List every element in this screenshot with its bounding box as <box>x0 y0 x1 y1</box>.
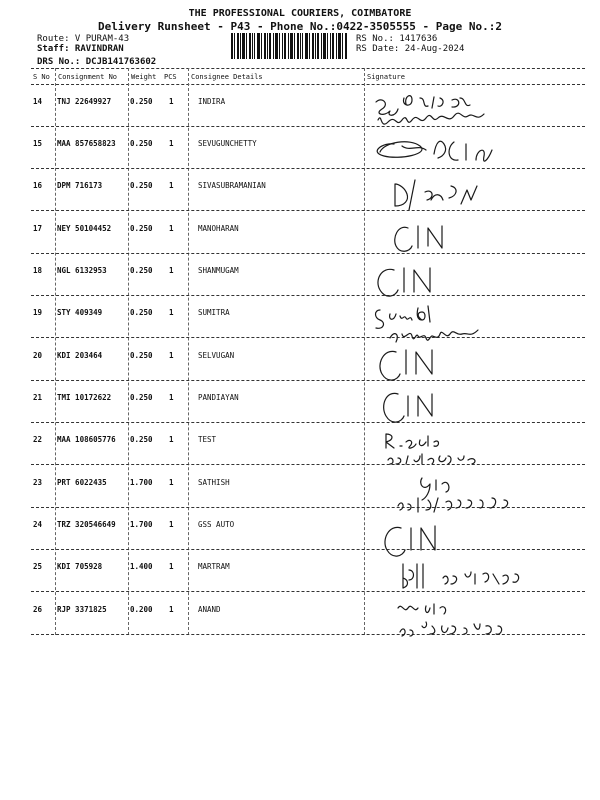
handwritten-signature <box>395 560 535 594</box>
col-header-pcs: PCS <box>164 73 177 81</box>
row-consignment: NEY 50104452 <box>57 224 112 233</box>
handwritten-signature <box>388 598 538 640</box>
row-consignee: GSS AUTO <box>198 520 235 529</box>
table-row <box>31 254 585 296</box>
row-rule <box>31 210 585 211</box>
handwritten-signature <box>375 518 445 560</box>
row-consignment: NGL 6132953 <box>57 266 107 275</box>
handwritten-signature <box>385 174 485 214</box>
handwritten-signature <box>388 470 538 516</box>
row-pcs: 1 <box>169 520 174 529</box>
row-consignment: KDI 705928 <box>57 562 103 571</box>
row-consignment: MAA 108605776 <box>57 435 116 444</box>
row-weight: 0.250 <box>130 97 153 106</box>
row-consignee: SATHISH <box>198 478 230 487</box>
row-pcs: 1 <box>169 224 174 233</box>
row-pcs: 1 <box>169 266 174 275</box>
row-weight: 0.250 <box>130 435 153 444</box>
row-sno: 25 <box>33 562 43 571</box>
company-title: THE PROFESSIONAL COURIERS, COIMBATORE <box>188 8 412 19</box>
row-weight: 1.700 <box>130 520 153 529</box>
row-consignment: MAA 857658823 <box>57 139 116 148</box>
row-weight: 0.250 <box>130 351 153 360</box>
rs-date: RS Date: 24-Aug-2024 <box>356 44 465 54</box>
row-consignee: MARTRAM <box>198 562 230 571</box>
route-label: Route: V PURAM-43 <box>37 34 130 44</box>
runsheet-subtitle: Delivery Runsheet - P43 - Phone No.:0422-3505555 - Page No.:2 <box>98 20 502 33</box>
row-consignment: STY 409349 <box>57 308 103 317</box>
table-row <box>31 381 585 423</box>
handwritten-signature <box>372 132 502 172</box>
handwritten-signature <box>374 384 444 428</box>
handwritten-signature <box>368 428 528 468</box>
row-weight: 1.700 <box>130 478 153 487</box>
col-header-consignee: Consignee Details <box>191 73 263 81</box>
row-sno: 18 <box>33 266 43 275</box>
row-pcs: 1 <box>169 562 174 571</box>
row-weight: 0.200 <box>130 605 153 614</box>
row-pcs: 1 <box>169 605 174 614</box>
col-header-signature: Signature <box>367 73 405 81</box>
row-consignment: DPM 716173 <box>57 181 103 190</box>
row-sno: 17 <box>33 224 43 233</box>
row-consignee: SEVUGUNCHETTY <box>198 139 257 148</box>
col-header-weight: Weight <box>131 73 157 81</box>
row-pcs: 1 <box>169 308 174 317</box>
row-sno: 26 <box>33 605 43 614</box>
row-consignee: MANOHARAN <box>198 224 239 233</box>
row-sno: 15 <box>33 139 43 148</box>
col-header-consignment: Consignment No <box>58 73 118 81</box>
row-sno: 23 <box>33 478 43 487</box>
handwritten-signature <box>370 300 510 348</box>
row-weight: 1.400 <box>130 562 153 571</box>
row-consignment: TRZ 320546649 <box>57 520 116 529</box>
row-pcs: 1 <box>169 478 174 487</box>
handwritten-signature <box>368 262 438 302</box>
table-row <box>31 212 585 254</box>
row-consignment: TNJ 22649927 <box>57 97 112 106</box>
row-consignment: PRT 6022435 <box>57 478 107 487</box>
row-consignee: PANDIAYAN <box>198 393 239 402</box>
row-pcs: 1 <box>169 435 174 444</box>
row-weight: 0.250 <box>130 139 153 148</box>
row-consignment: TMI 10172622 <box>57 393 112 402</box>
handwritten-signature <box>368 88 528 130</box>
row-sno: 20 <box>33 351 43 360</box>
row-weight: 0.250 <box>130 308 153 317</box>
row-consignee: SHANMUGAM <box>198 266 239 275</box>
drs-number: DRS No.: DCJB141763602 <box>37 57 157 67</box>
row-consignee: SIVASUBRAMANIAN <box>198 181 266 190</box>
row-pcs: 1 <box>169 351 174 360</box>
row-pcs: 1 <box>169 393 174 402</box>
row-consignee: INDIRA <box>198 97 226 106</box>
row-sno: 16 <box>33 181 43 190</box>
row-sno: 14 <box>33 97 43 106</box>
table-top-rule <box>31 68 585 69</box>
row-sno: 22 <box>33 435 43 444</box>
handwritten-signature <box>370 342 440 386</box>
table-row <box>31 169 585 211</box>
row-consignee: TEST <box>198 435 217 444</box>
row-weight: 0.250 <box>130 224 153 233</box>
col-header-sno: S No <box>33 73 50 81</box>
row-consignment: RJP 3371825 <box>57 605 107 614</box>
barcode <box>231 33 347 59</box>
row-weight: 0.250 <box>130 393 153 402</box>
handwritten-signature <box>388 218 448 256</box>
row-consignee: SUMITRA <box>198 308 230 317</box>
row-pcs: 1 <box>169 181 174 190</box>
rs-number: RS No.: 1417636 <box>356 34 438 44</box>
row-weight: 0.250 <box>130 181 153 190</box>
row-consignment: KDI 203464 <box>57 351 103 360</box>
row-consignee: ANAND <box>198 605 221 614</box>
row-weight: 0.250 <box>130 266 153 275</box>
row-consignee: SELVUGAN <box>198 351 235 360</box>
row-sno: 21 <box>33 393 43 402</box>
row-pcs: 1 <box>169 139 174 148</box>
row-pcs: 1 <box>169 97 174 106</box>
row-sno: 19 <box>33 308 43 317</box>
staff-label: Staff: RAVINDRAN <box>37 44 124 54</box>
row-sno: 24 <box>33 520 43 529</box>
